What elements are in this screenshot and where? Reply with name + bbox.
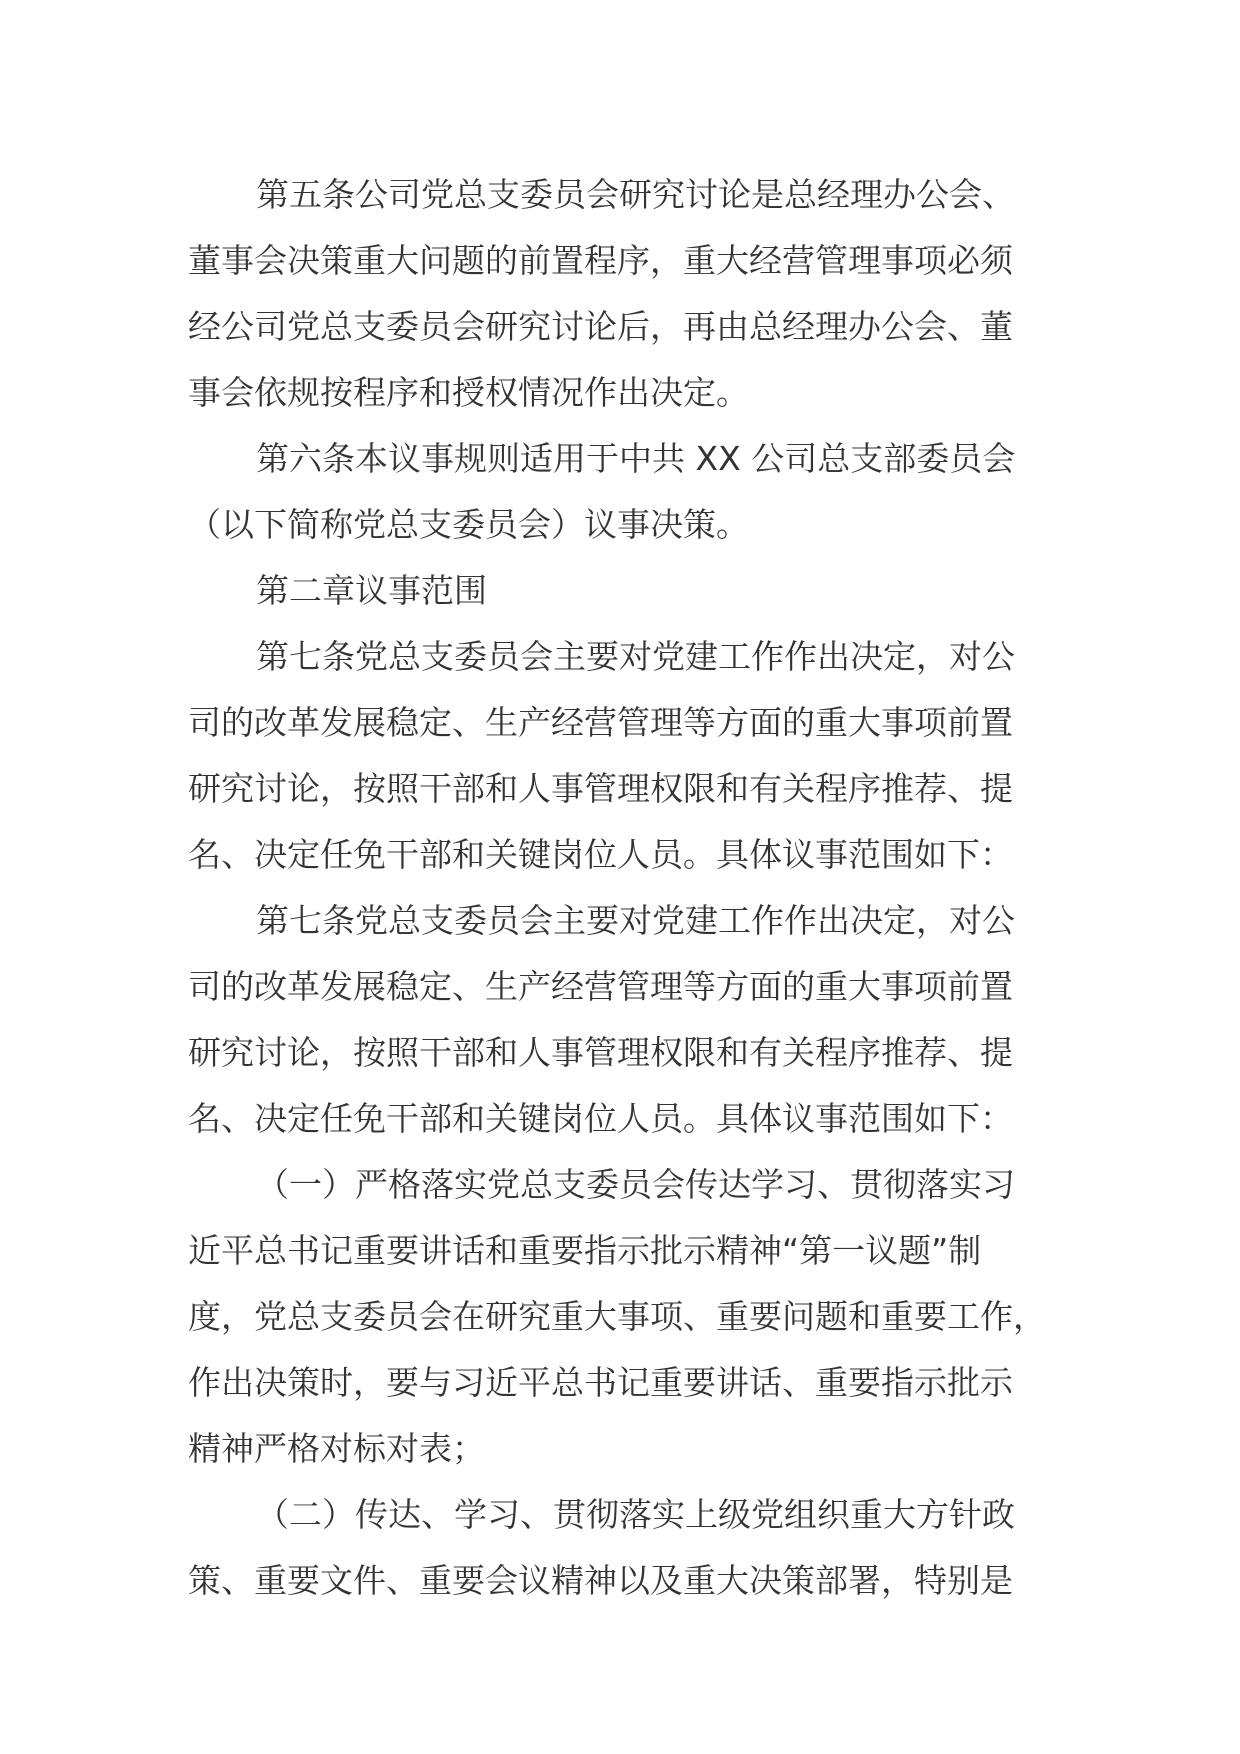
text-line: 第五条公司党总支委员会研究讨论是总经理办公会、 — [256, 175, 1015, 214]
text-line: 第七条党总支委员会主要对党建工作作出决定，对公 — [256, 637, 1015, 676]
text-line: 第六条本议事规则适用于中共 XX 公司总支部委员会 — [256, 439, 1016, 478]
text-line: 研究讨论，按照干部和人事管理权限和有关程序推荐、提 — [188, 769, 1013, 808]
text-line: 度，党总支委员会在研究重大事项、重要问题和重要工作， — [188, 1297, 1046, 1336]
paragraph-article-7-repeat — [188, 888, 1040, 1152]
text-line: 名、决定任免干部和关键岗位人员。具体议事范围如下： — [188, 1099, 1013, 1138]
paragraph-article-5 — [188, 162, 1040, 426]
paragraph-article-6 — [188, 426, 1040, 558]
paragraph-article-7 — [188, 624, 1040, 888]
text-line: 名、决定任免干部和关键岗位人员。具体议事范围如下： — [188, 835, 1013, 874]
text-line: 经公司党总支委员会研究讨论后，再由总经理办公会、董 — [188, 307, 1013, 346]
text-line: 作出决策时，要与习近平总书记重要讲话、重要指示批示 — [188, 1363, 1013, 1402]
text-line: （二）传达、学习、贯彻落实上级党组织重大方针政 — [256, 1495, 1015, 1534]
paragraph-item-2 — [188, 1482, 1040, 1614]
text-line: 司的改革发展稳定、生产经营管理等方面的重大事项前置 — [188, 703, 1013, 742]
text-line: 第七条党总支委员会主要对党建工作作出决定，对公 — [256, 901, 1015, 940]
paragraph-item-1 — [188, 1152, 1046, 1482]
chapter-heading — [188, 558, 1040, 624]
text-line: 司的改革发展稳定、生产经营管理等方面的重大事项前置 — [188, 967, 1013, 1006]
text-line: （以下简称党总支委员会）议事决策。 — [188, 505, 749, 544]
text-line: 事会依规按程序和授权情况作出决定。 — [188, 373, 749, 412]
text-line: 策、重要文件、重要会议精神以及重大决策部署，特别是 — [188, 1561, 1013, 1600]
text-line: 精神严格对标对表； — [188, 1429, 485, 1468]
document-body — [188, 162, 1046, 1614]
text-line: 近平总书记重要讲话和重要指示批示精神“第一议题”制 — [188, 1231, 982, 1270]
chapter-title: 第二章议事范围 — [256, 571, 487, 610]
text-line: （一）严格落实党总支委员会传达学习、贯彻落实习 — [256, 1165, 1015, 1204]
text-line: 董事会决策重大问题的前置程序，重大经营管理事项必须 — [188, 241, 1013, 280]
text-line: 研究讨论，按照干部和人事管理权限和有关程序推荐、提 — [188, 1033, 1013, 1072]
